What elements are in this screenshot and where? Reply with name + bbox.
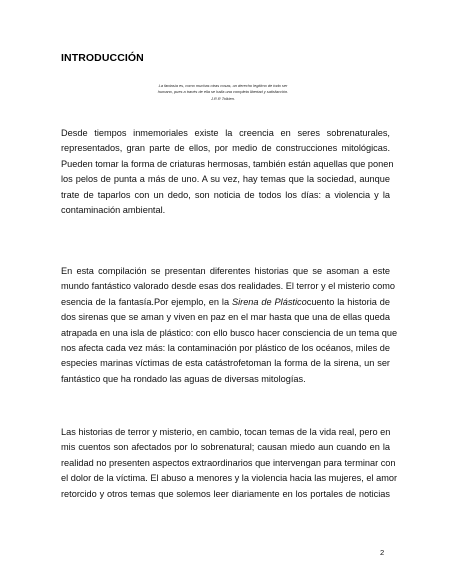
- text-line: fantástico que ha rondado las aguas de diversas mitologías.: [61, 373, 306, 384]
- text-line: especies marinas víctimas de esta catástrofetoman la forma de la sirena, un ser: [61, 358, 390, 369]
- text-line: realidad no presenten aspectos extraordinarios que intervengan para terminar con: [61, 457, 396, 468]
- text-line: retorcido y otros temas que solemos leer diariamente en los portales de noticias: [61, 488, 390, 499]
- epigraph-line: La fantasía es, como muchas otras cosas, un derecho legítimo de todo ser: [158, 83, 288, 88]
- paragraph-2: [61, 264, 398, 387]
- page-number: 2: [380, 548, 385, 557]
- text-line: representados, gran parte de ellos, por medio de construcciones mitológicas.: [61, 143, 390, 154]
- text-line-with-title: [61, 295, 390, 310]
- text-line: contaminación ambiental.: [61, 205, 166, 216]
- story-title: Sirena de Plástico: [231, 296, 307, 307]
- epigraph-author: J.R.R Tolkien.: [210, 95, 236, 101]
- page-title: INTRODUCCIÓN: [61, 52, 144, 64]
- epigraph-line: humano, pues a través de ella se halla una completa libertad y satisfacción.: [157, 89, 289, 95]
- epigraph: [130, 83, 316, 102]
- text-line: mundo fantástico valorado desde esas dos realidades. El terror y el misterio como: [61, 281, 395, 292]
- text-line: los pelos de punta a más de uno. A su vez, hay temas que la sociedad, aunque: [61, 174, 390, 185]
- text-line: mis cuentos son afectados por lo sobrenatural; causan miedo aun cuando en la: [61, 442, 390, 453]
- text-line: el dolor de la víctima. El abuso a menores y la violencia hacia las mujeres, el amor: [61, 473, 398, 484]
- text-line: Las historias de terror y misterio, en cambio, tocan temas de la vida real, pero en: [61, 427, 391, 437]
- text-line: trate de taparlos con un dedo, son noticia de todos los días: a violencia y la: [61, 189, 390, 200]
- text-fragment: cuento la historia de: [306, 296, 390, 307]
- text-line: En esta compilación se presentan diferentes historias que se asoman a este: [61, 266, 390, 276]
- paragraph-3: [61, 425, 398, 502]
- text-fragment: esencia de la fantasía.Por ejemplo, en la: [61, 296, 232, 307]
- paragraph-1: [61, 126, 394, 218]
- text-line: dos sirenas que se aman y viven en paz en el mar hasta que una de ellas queda: [61, 312, 390, 323]
- text-line: nos afecta cada vez más: la contaminación por plástico de los océanos, miles de: [61, 343, 390, 354]
- text-line: Desde tiempos inmemoriales existe la creencia en seres sobrenaturales,: [61, 128, 390, 138]
- text-line: Pueden tomar la forma de criaturas hermosas, también están aquellas que ponen: [61, 158, 394, 169]
- text-line: atrapada en una isla de plástico: con ello busco hacer consciencia de un tema que: [61, 327, 398, 338]
